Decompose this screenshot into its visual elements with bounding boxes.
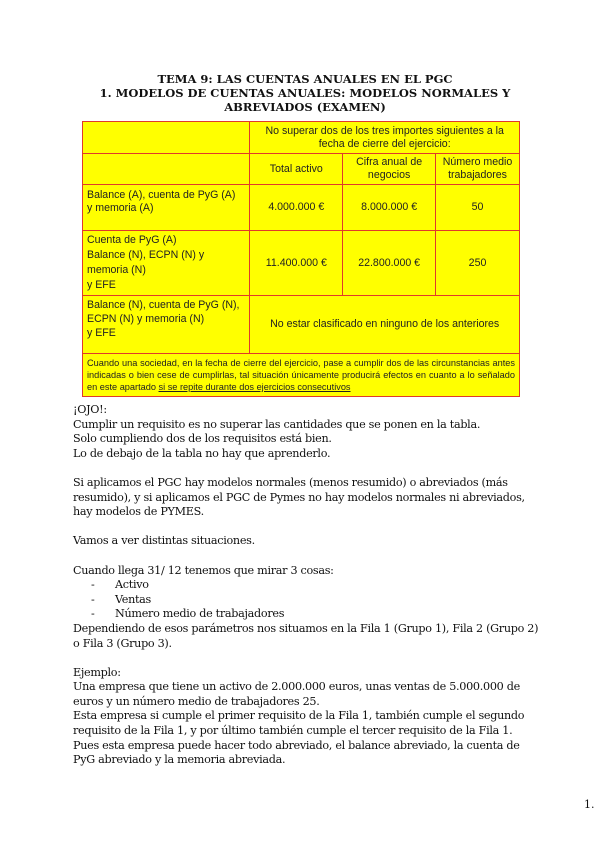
title-line-3: ABREVIADOS (EXAMEN) bbox=[224, 100, 386, 114]
page-number: 1. bbox=[584, 798, 595, 811]
cell-value: 11.400.000 € bbox=[250, 231, 343, 296]
cell-value: 4.000.000 € bbox=[250, 185, 343, 231]
column-header: Número medio trabajadores bbox=[436, 154, 520, 185]
cell-value: 250 bbox=[436, 231, 520, 296]
empty-header-cell bbox=[83, 154, 250, 185]
row-label: y EFE bbox=[87, 279, 116, 291]
paragraph: Lo de debajo de la tabla no hay que aprenderlo. bbox=[73, 446, 331, 460]
row-label: y memoria (A) bbox=[87, 202, 154, 214]
paragraph: Esta empresa si cumple el primer requisito de la Fila 1, también cumple el segundo requisito de la Fila 1, y por último también cumple el tercer requisito de la Fila 1. bbox=[73, 709, 525, 738]
empty-header-cell bbox=[83, 122, 250, 154]
row-label: y EFE bbox=[87, 327, 116, 339]
row-label: Balance (N), ECPN (N) y memoria (N) bbox=[87, 249, 205, 276]
row-label: Balance (A), cuenta de PyG (A) bbox=[87, 189, 236, 201]
paragraph: Cumplir un requisito es no superar las cantidades que se ponen en la tabla. bbox=[73, 417, 481, 431]
paragraph: Si aplicamos el PGC hay modelos normales (menos resumido) o abreviados (más resumido), y si aplicamos el PGC de Pymes no hay modelos normales ni abreviados, hay modelos de PYMES. bbox=[73, 475, 525, 519]
paragraph: Dependiendo de esos parámetros nos situamos en la Fila 1 (Grupo 1), Fila 2 (Grupo 2) o Fila 3 (Grupo 3). bbox=[73, 621, 539, 650]
cell-value: 50 bbox=[436, 185, 520, 231]
row-label: Balance (N), cuenta de PyG (N), ECPN (N) y memoria (N) bbox=[87, 299, 240, 325]
list-item: - Ventas bbox=[91, 592, 151, 606]
body-text bbox=[73, 403, 543, 768]
cuentas-anuales-table bbox=[82, 121, 520, 397]
table-row bbox=[83, 185, 520, 231]
table-row bbox=[83, 296, 520, 354]
header-span: No superar dos de los tres importes siguientes a la fecha de cierre del ejercicio: bbox=[250, 122, 520, 154]
list-item: - Número medio de trabajadores bbox=[91, 607, 285, 621]
title-line-1: TEMA 9: LAS CUENTAS ANUALES EN EL PGC bbox=[157, 72, 453, 86]
table-note bbox=[83, 354, 520, 397]
cell-value: 22.800.000 € bbox=[343, 231, 436, 296]
paragraph: Solo cumpliendo dos de los requisitos está bien. bbox=[73, 432, 332, 446]
list-item: - Activo bbox=[91, 578, 149, 592]
title-line-2: 1. MODELOS DE CUENTAS ANUALES: MODELOS NORMALES Y bbox=[99, 86, 511, 100]
paragraph: Pues esta empresa puede hacer todo abreviado, el balance abreviado, la cuenta de PyG abreviado y la memoria abreviada. bbox=[73, 738, 520, 767]
paragraph: Vamos a ver distintas situaciones. bbox=[73, 534, 255, 548]
column-header: Total activo bbox=[250, 154, 343, 185]
paragraph: Cuando llega 31/ 12 tenemos que mirar 3 cosas: bbox=[73, 563, 334, 577]
paragraph: ¡OJO!: bbox=[73, 403, 107, 416]
paragraph: Ejemplo: bbox=[73, 665, 121, 679]
table-row bbox=[83, 231, 520, 296]
row-label: Cuenta de PyG (A) bbox=[87, 234, 177, 246]
note-text: Cuando una sociedad, en la fecha de cierre del ejercicio, pase a cumplir dos de las circunstancias antes indicadas o bien cese de cumplirlas, tal situación únicamente producirá efectos en cuanto a lo señalado en este apartado bbox=[87, 358, 515, 392]
note-underlined-text: si se repite durante dos ejercicios consecutivos bbox=[158, 382, 351, 392]
cell-value: 8.000.000 € bbox=[343, 185, 436, 231]
paragraph: Una empresa que tiene un activo de 2.000.000 euros, unas ventas de 5.000.000 de euros y un número medio de trabajadores 25. bbox=[73, 680, 520, 708]
cell-value: No estar clasificado en ninguno de los anteriores bbox=[250, 296, 520, 354]
column-header: Cifra anual de negocios bbox=[343, 154, 436, 185]
